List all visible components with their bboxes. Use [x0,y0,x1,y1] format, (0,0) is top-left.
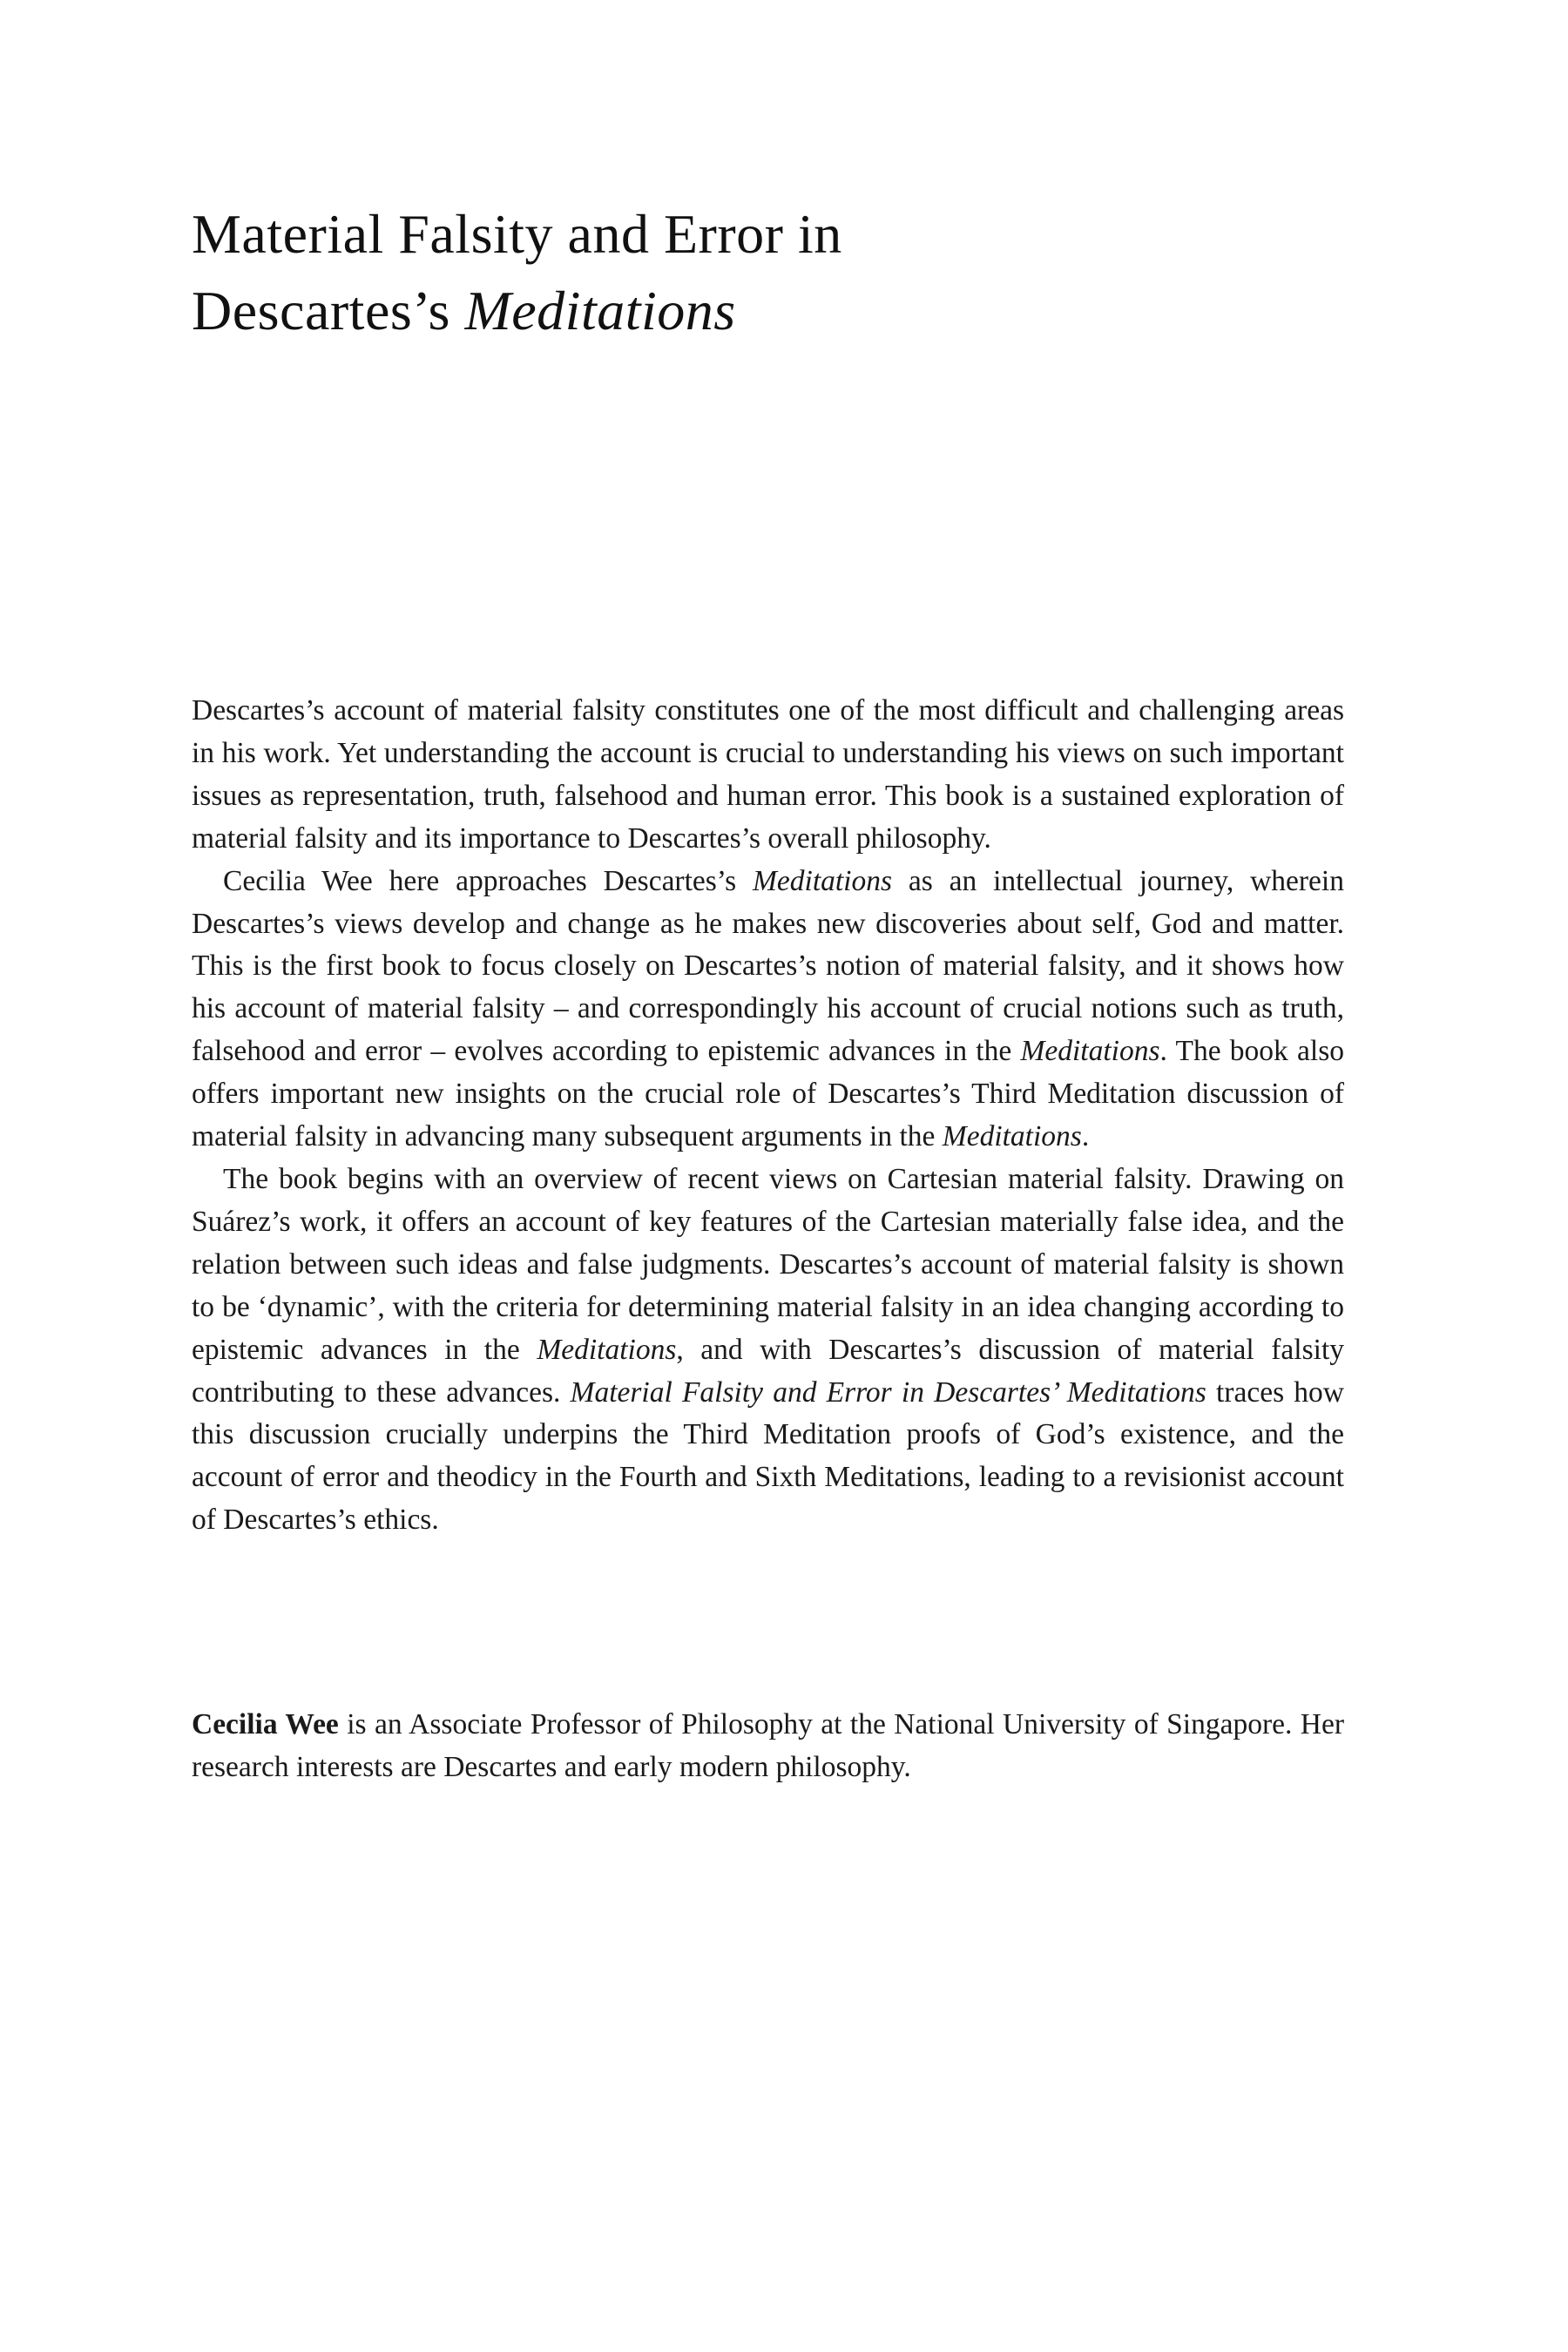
paragraph-2-text-c: . The book also offers important new insights on the crucial role of Descartes’s Third Meditation discussion of material falsity in advancing many subsequent arguments in the [192,1035,1344,1153]
paragraph-3-text-b: , and with Descartes’s discussion of material falsity contributing to these advances. [192,1333,1345,1409]
book-description [192,690,1344,1542]
paragraph-3-italic-2: Material Falsity and Error in Descartes’ Meditations [570,1375,1206,1409]
book-title-italic: Meditations [464,280,736,341]
paragraph-2-italic-3: Meditations [942,1120,1082,1153]
book-title-line-1: Material Falsity and Error in [192,203,842,265]
paragraph-3-text-a: The book begins with an overview of recent views on Cartesian material falsity. Drawing on Suárez’s work, it offers an account of key features of the Cartesian materially false idea, and the relation between such ideas and false judgments. Descartes’s account of material falsity is shown to be ‘dynamic’, with the criteria for determining material falsity in an idea changing according to epistemic advances in the [192,1162,1344,1366]
paragraph-3-text-c: traces how this discussion crucially underpins the Third Meditation proofs of God’s existence, and the account of error and theodicy in the Fourth and Sixth Meditations, leading to a revisionist account of Descartes’s ethics. [192,1375,1344,1537]
paragraph-2-italic-2: Meditations [1020,1035,1160,1068]
author-bio-text: is an Associate Professor of Philosophy at the National University of Singapore. Her research interests are Descartes and early modern philosophy. [192,1708,1345,1783]
paragraph-2-text-a: Cecilia Wee here approaches Descartes’s [223,864,753,897]
paragraph-2-text-d: . [1081,1120,1090,1153]
description-paragraph-3 [192,1159,1344,1542]
paragraph-2-italic-1: Meditations [752,864,893,897]
book-title [192,196,1376,349]
description-paragraph-1: Descartes’s account of material falsity constitutes one of the most difficult and challenging areas in his work. Yet understanding the account is crucial to understanding his views on such important issues as representation, truth, falsehood and human error. This book is a sustained exploration of material falsity and its importance to Descartes’s overall philosophy. [192,694,1344,855]
book-title-prefix: Descartes’s [192,280,465,341]
paragraph-3-italic-1: Meditations [537,1333,677,1366]
author-name: Cecilia Wee [192,1708,339,1740]
description-paragraph-2 [192,861,1344,1159]
author-bio [192,1703,1344,1788]
book-title-line-2 [192,273,1376,349]
paragraph-2-text-b: as an intellectual journey, wherein Descartes’s views develop and change as he makes new discoveries about self, God and matter. This is the first book to focus closely on Descartes’s notion of material falsity, and it shows how his account of material falsity – and correspondingly his account of crucial notions such as truth, falsehood and error – evolves according to epistemic advances in the [192,864,1344,1068]
